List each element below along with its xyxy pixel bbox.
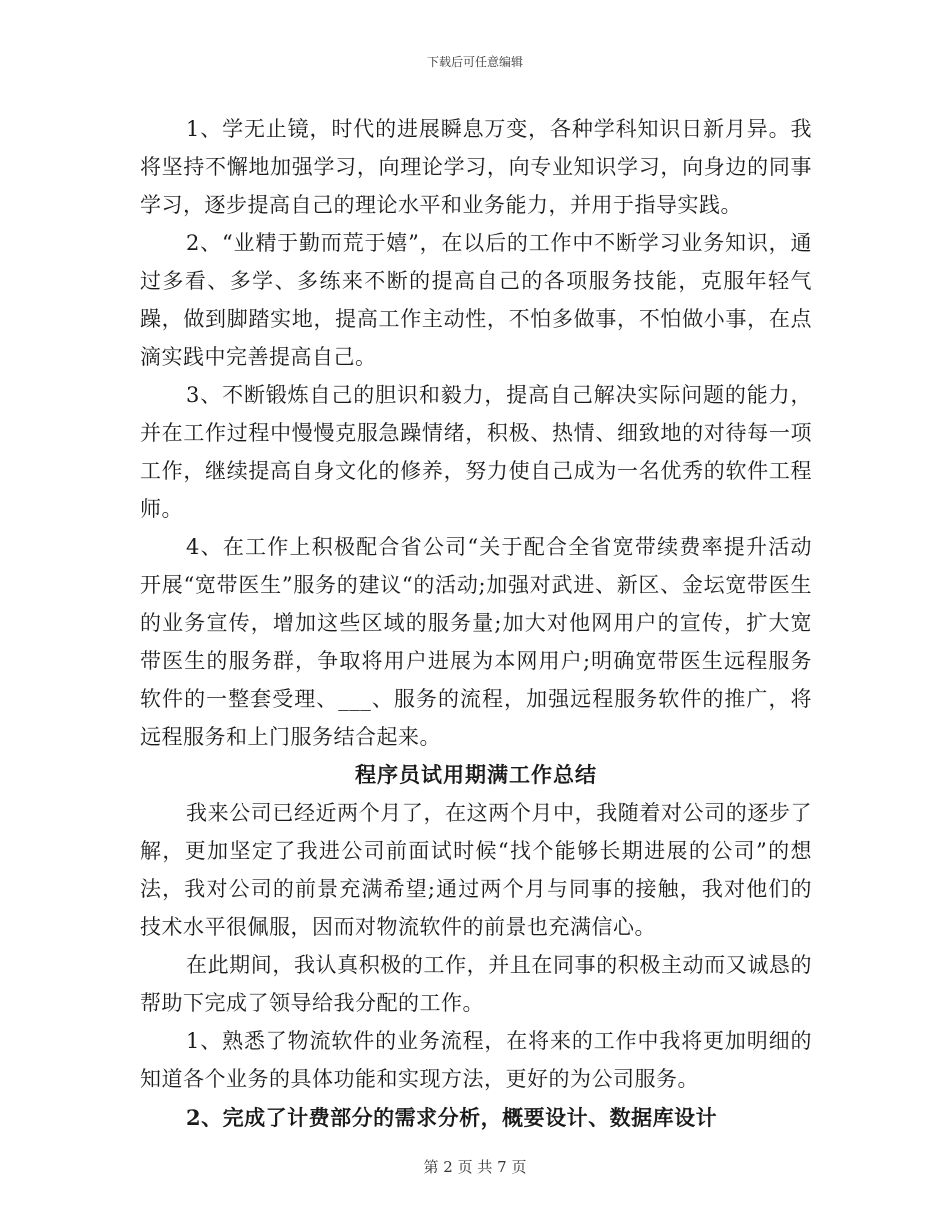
page-footer: 第 2 页 共 7 页: [423, 1158, 527, 1176]
paragraph-2: 2、“业精于勤而荒于嬉”，在以后的工作中不断学习业务知识，通过多看、多学、多练来不断的提高自己的各项服务技能，克服年轻气躁，做到脚踏实地，提高工作主动性，不怕多做事，不怕做小事，在点滴实践中完善提高自己。: [140, 231, 812, 369]
section-paragraph-3: 1、熟悉了物流软件的业务流程，在将来的工作中我将更加明细的知道各个业务的具体功能和实现方法，更好的为公司服务。: [140, 1029, 812, 1091]
section-paragraph-1: 我来公司已经近两个月了，在这两个月中，我随着对公司的逐步了解，更加坚定了我进公司前面试时候“找个能够长期进展的公司”的想法，我对公司的前景充满希望;通过两个月与同事的接触，我对他们的技术水平很佩服，因而对物流软件的前景也充满信心。: [140, 801, 812, 939]
page-header: 下载后可任意编辑: [426, 55, 523, 69]
paragraph-1: 1、学无止镜，时代的进展瞬息万变，各种学科知识日新月异。我将坚持不懈地加强学习，向理论学习，向专业知识学习，向身边的同事学习，逐步提高自己的理论水平和业务能力，并用于指导实践。: [140, 117, 812, 217]
paragraph-3: 3、不断锻炼自己的胆识和毅力，提高自己解决实际问题的能力，并在工作过程中慢慢克服急躁情绪，积极、热情、细致地的对待每一项工作，继续提高自身文化的修养，努力使自己成为一名优秀的软件工程师。: [140, 383, 812, 521]
section-subheading: 2、完成了计费部分的需求分析，概要设计、数据库设计: [186, 1105, 718, 1130]
document-body: [140, 110, 812, 1138]
paragraph-4: 4、在工作上积极配合省公司“关于配合全省宽带续费率提升活动开展“宽带医生”服务的建议“的活动;加强对武进、新区、金坛宽带医生的业务宣传，增加这些区域的服务量;加大对他网用户的宣传，扩大宽带医生的服务群，争取将用户进展为本网用户;明确宽带医生远程服务软件的一整套受理、___、服务的流程，加强远程服务软件的推广，将远程服务和上门服务结合起来。: [140, 535, 812, 749]
section-title: 程序员试用期满工作总结: [355, 762, 597, 787]
section-paragraph-2: 在此期间，我认真积极的工作，并且在同事的积极主动而又诚恳的帮助下完成了领导给我分配的工作。: [140, 953, 812, 1015]
